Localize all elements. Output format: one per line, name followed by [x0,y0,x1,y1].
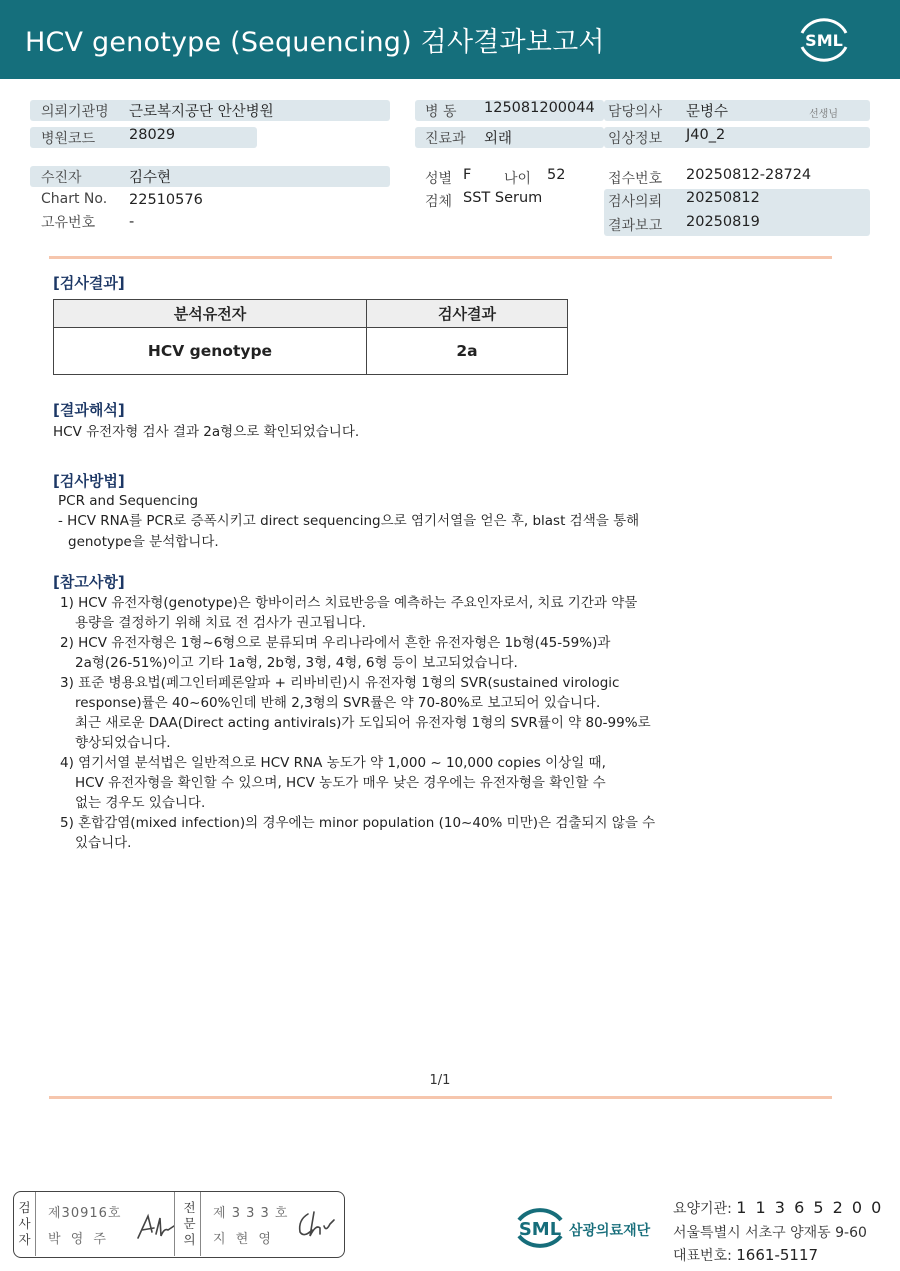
report-title: HCV genotype (Sequencing) 검사결과보고서 [25,27,605,58]
results-table [53,299,568,375]
specialist-signature [294,1206,340,1242]
reference-line: 최근 새로운 DAA(Direct acting antivirals)가 도입되어 유전자형 1형의 SVR률이 약 80-99%로 [75,715,651,731]
specialist-label-char-1: 전 [183,1200,196,1215]
interpretation-title: [결과해석] [53,401,125,419]
reference-line: 용량을 결정하기 위해 치료 전 검사가 권고됩니다. [75,615,366,631]
reference-line: 4) 염기서열 분석법은 일반적으로 HCV RNA 농도가 약 1,000 ~ 10,000 copies 이상일 때, [60,755,606,771]
specialist-name: 지 현 영 [213,1232,274,1247]
specimen-label: 검체 [425,194,453,210]
reference-line: 1) HCV 유전자형(genotype)은 항바이러스 치료반응을 예측하는 주요인자로서, 치료 기간과 약물 [60,595,638,611]
specialist-license: 제 3 3 3 호 [213,1206,289,1221]
sml-logo [794,13,854,65]
receipt-label: 접수번호 [608,171,663,187]
divider-top [49,256,832,259]
request-value: 20250812 [686,190,760,206]
examiner-label [14,1192,36,1256]
examiner-label-char-1: 검 [18,1200,31,1215]
method-title: [검사방법] [53,472,125,490]
footer-address: 서울특별시 서초구 양재동 9-60 [673,1225,867,1241]
footer-sml-logo [509,1198,571,1256]
results-title: [검사결과] [53,274,125,292]
hospital-code-value: 28029 [129,127,176,143]
institution-value: 근로복지공단 안산병원 [129,104,274,120]
chart-label: Chart No. [41,191,108,207]
reference-line: 2a형(26-51%)이고 기타 1a형, 2b형, 3형, 4형, 6형 등이 보고되었습니다. [75,655,518,671]
sex-label: 성별 [425,171,453,187]
patient-label: 수진자 [41,170,82,186]
clinical-value: J40_2 [686,127,726,143]
footer-brand: 삼광의료재단 [569,1223,651,1239]
examiner-license: 제30916호 [48,1206,122,1221]
reference-line: 향상되었습니다. [75,735,171,751]
method-line-1: PCR and Sequencing [58,493,199,509]
gene-cell: HCV genotype [54,328,367,375]
signature-divider [174,1192,175,1256]
reference-line: HCV 유전자형을 확인할 수 있으며, HCV 농도가 매우 낮은 경우에는 유전자형을 확인할 수 [75,775,606,791]
result-cell: 2a [367,328,568,375]
references-title: [참고사항] [53,573,125,591]
method-line-2: - HCV RNA를 PCR로 증폭시키고 direct sequencing으로 염기서열을 얻은 후, blast 검색을 통해 [58,513,640,529]
agency-value: 1 1 3 6 5 2 0 0 [736,1198,884,1217]
interpretation-text: HCV 유전자형 검사 결과 2a형으로 확인되었습니다. [53,424,360,440]
col-result-header: 검사결과 [367,300,568,328]
reference-line: 5) 혼합감염(mixed infection)의 경우에는 minor population (10~40% 미만)은 검출되지 않을 수 [60,815,656,831]
examiner-label-char-3: 자 [18,1232,31,1247]
phone-label: 대표번호: [673,1248,737,1264]
institution-label: 의뢰기관명 [41,104,109,120]
reference-line: 3) 표준 병용요법(페그인터페론알파 + 리바비린)시 유전자형 1형의 SVR(sustained virologic [60,675,620,691]
agency-label: 요양기관: [673,1201,737,1217]
reference-line: 없는 경우도 있습니다. [75,795,206,811]
footer-phone [673,1245,818,1265]
reference-line: response)률은 40~60%인데 반해 2,3형의 SVR률은 약 70-80%로 보고되어 있습니다. [75,695,601,711]
phone-value: 1661-5117 [736,1246,819,1264]
examiner-name: 박 영 주 [48,1232,109,1247]
col-gene-header: 분석유전자 [54,300,367,328]
specialist-label-char-3: 의 [183,1232,196,1247]
examiner-signature [134,1208,178,1242]
specialist-label-char-2: 문 [183,1216,196,1231]
age-value: 52 [547,167,566,183]
examiner-label-char-2: 사 [18,1216,31,1231]
age-label: 나이 [504,171,532,187]
clinical-label: 임상정보 [608,131,663,147]
request-label: 검사의뢰 [608,194,663,210]
reference-line: 2) HCV 유전자형은 1형~6형으로 분류되며 우리나라에서 흔한 유전자형은 1b형(45-59%)과 [60,635,611,651]
hospital-code-label: 병원코드 [41,131,96,147]
doctor-label: 담당의사 [608,104,663,120]
patient-row [30,166,390,187]
footer-logo-text: SML [518,1219,562,1240]
signature-block [13,1191,345,1258]
ward-label: 병 동 [425,104,457,120]
ward-value: 125081200044 [484,100,595,116]
patient-value: 김수현 [129,170,172,186]
unique-id-value: - [129,214,135,230]
method-line-3: genotype을 분석합니다. [68,534,219,550]
divider-bottom [49,1096,832,1099]
specimen-value: SST Serum [463,190,543,206]
header-logo-text: SML [805,31,843,50]
report-date-value: 20250819 [686,214,760,230]
report-header [0,0,900,79]
reference-line: 있습니다. [75,835,132,851]
agency-number [673,1198,883,1218]
doctor-suffix: 선생님 [809,109,838,120]
dept-label: 진료과 [425,131,466,147]
doctor-value: 문병수 [686,104,729,120]
chart-value: 22510576 [129,192,203,208]
unique-id-label: 고유번호 [41,215,96,231]
sex-value: F [463,167,472,183]
page-number: 1/1 [429,1073,451,1088]
dept-value: 외래 [484,131,513,147]
specialist-label [179,1192,201,1256]
report-date-label: 결과보고 [608,218,663,234]
receipt-value: 20250812-28724 [686,167,812,183]
